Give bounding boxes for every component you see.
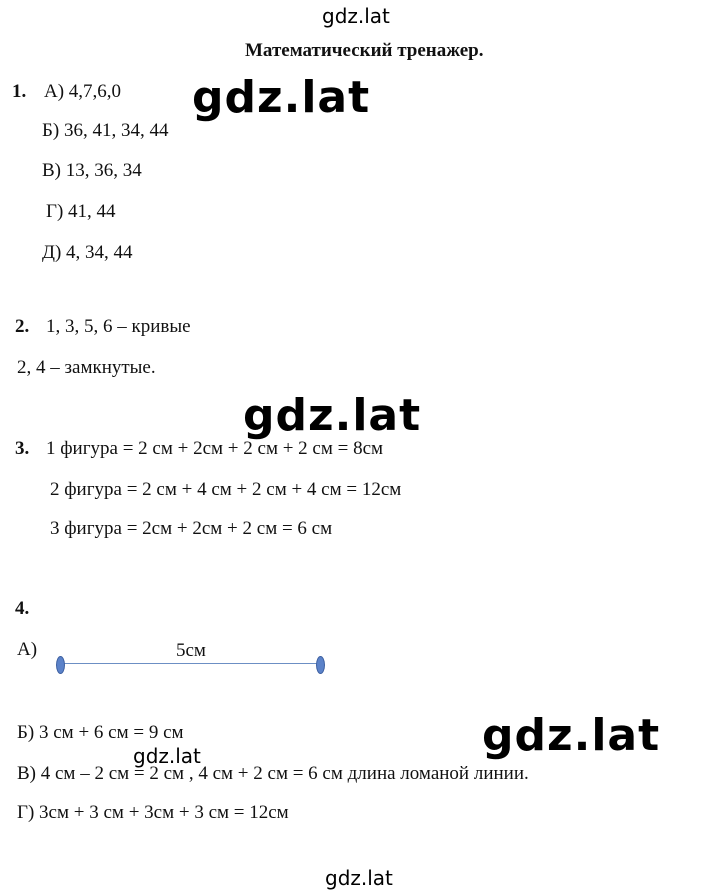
task-1-item-g: Г) 41, 44	[46, 201, 116, 222]
task-1-number: 1.	[12, 81, 27, 102]
segment-endpoint-left	[56, 656, 65, 674]
task-2-line-2: 2, 4 – замкнутые.	[17, 357, 156, 378]
watermark-large-3: gdz.lat	[482, 710, 661, 761]
task-1-item-d: Д) 4, 34, 44	[42, 242, 133, 263]
task-1-item-a: А) 4,7,6,0	[44, 81, 122, 102]
task-4-item-b: Б) 3 см + 6 см = 9 см	[17, 722, 184, 743]
task-4-item-v: В) 4 см – 2 см = 2 см , 4 см + 2 см = 6 см длина ломаной линии.	[17, 763, 529, 784]
watermark-top: gdz.lat	[322, 4, 390, 28]
task-3-line-1: 1 фигура = 2 см + 2см + 2 см + 2 см = 8см	[46, 438, 384, 459]
task-4-number: 4.	[15, 598, 30, 619]
segment-length-label: 5см	[176, 640, 206, 661]
task-3-number: 3.	[15, 438, 30, 459]
task-1-item-v: В) 13, 36, 34	[42, 160, 142, 181]
task-4-item-g: Г) 3см + 3 см + 3см + 3 см = 12см	[17, 802, 289, 823]
task-3-line-3: 3 фигура = 2см + 2см + 2 см = 6 см	[50, 518, 333, 539]
watermark-bottom: gdz.lat	[325, 866, 393, 890]
task-2-number: 2.	[15, 316, 30, 337]
page-title: Математический тренажер.	[245, 40, 484, 61]
watermark-large-2: gdz.lat	[243, 390, 422, 441]
task-1-item-b: Б) 36, 41, 34, 44	[42, 120, 169, 141]
task-3-line-2: 2 фигура = 2 см + 4 см + 2 см + 4 см = 12см	[50, 479, 402, 500]
segment-line	[60, 663, 320, 664]
task-4-item-a-label: А)	[17, 639, 38, 660]
task-2-line-1: 1, 3, 5, 6 – кривые	[46, 316, 191, 337]
watermark-small-middle: gdz.lat	[133, 744, 201, 768]
segment-endpoint-right	[316, 656, 325, 674]
watermark-large-1: gdz.lat	[192, 72, 371, 123]
